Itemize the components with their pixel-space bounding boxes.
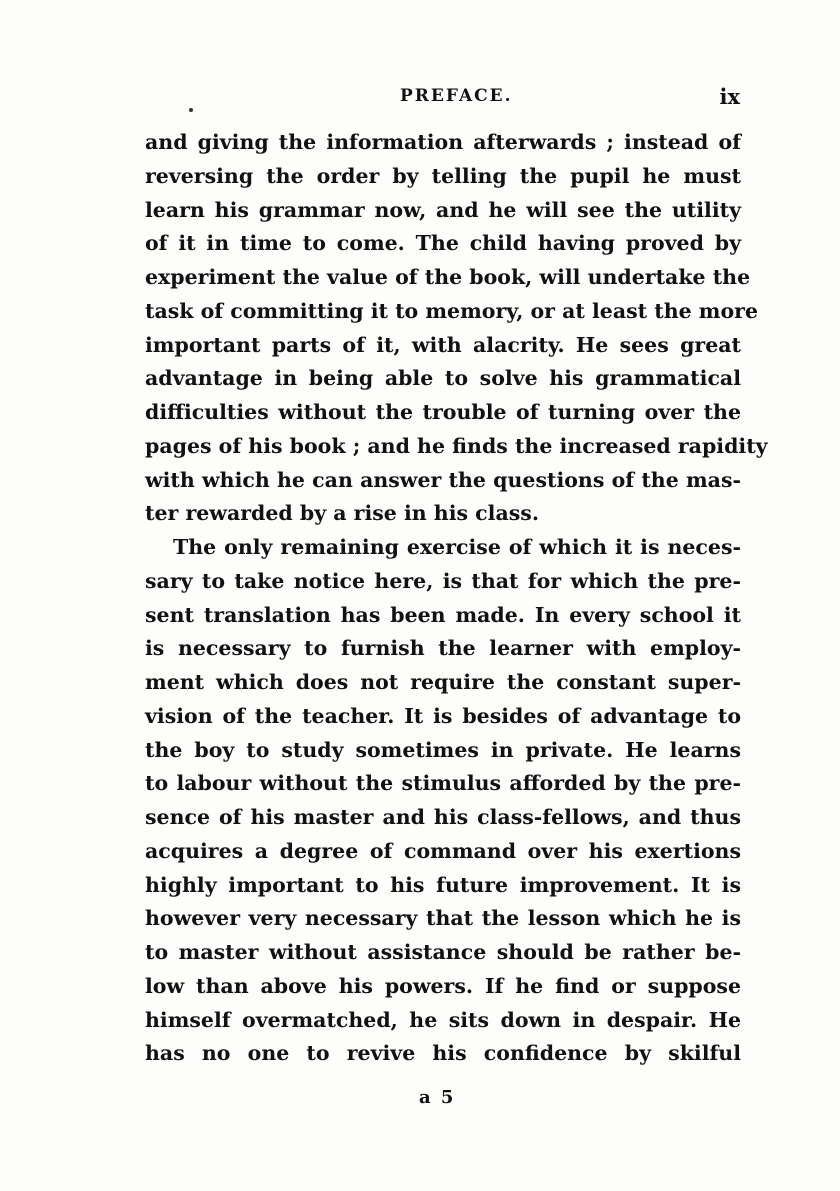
- text-line: himself overmatched, he sits down in despair. He: [145, 1007, 741, 1032]
- text-line: advantage in being able to solve his grammatical: [145, 366, 741, 391]
- text-line: is necessary to furnish the learner with employ-: [145, 636, 741, 661]
- text-line: learn his grammar now, and he will see the utility: [145, 197, 741, 222]
- text-line: has no one to revive his confidence by skilful: [145, 1041, 741, 1066]
- text-line: sary to take notice here, is that for which the pre-: [145, 568, 741, 593]
- text-line: vision of the teacher. It is besides of advantage to: [145, 703, 741, 728]
- ink-speck: [189, 108, 193, 112]
- paragraph-end-line: ter rewarded by a rise in his class.: [145, 501, 539, 526]
- text-line: sence of his master and his class-fellows, and thus: [145, 805, 741, 829]
- signature-mark: a 5: [419, 1087, 456, 1108]
- text-line: highly important to his future improvement. It is: [145, 872, 741, 897]
- text-line: difficulties without the trouble of turning over the: [145, 400, 741, 424]
- text-line: task of committing it to memory, or at least the more: [145, 298, 759, 323]
- paragraph-start-line: The only remaining exercise of which it is neces-: [173, 535, 741, 559]
- text-line: low than above his powers. If he find or suppose: [145, 973, 741, 998]
- text-line: the boy to study sometimes in private. He learns: [145, 737, 741, 762]
- page-number: ix: [719, 84, 740, 109]
- text-line: to master without assistance should be rather be-: [145, 940, 741, 964]
- text-line: to labour without the stimulus afforded by the pre-: [145, 771, 741, 796]
- running-title: PREFACE.: [400, 86, 513, 106]
- text-line: pages of his book ; and he finds the increased rapidity: [145, 433, 768, 458]
- text-line: of it in time to come. The child having proved by: [145, 231, 741, 256]
- body-text: [145, 126, 768, 1071]
- text-line: reversing the order by telling the pupil he must: [145, 163, 741, 188]
- text-line: acquires a degree of command over his exertions: [145, 838, 741, 863]
- page-header: [145, 84, 740, 114]
- text-line: however very necessary that the lesson which he is: [145, 906, 741, 931]
- text-line: with which he can answer the questions of the mas-: [145, 467, 741, 492]
- text-line: ment which does not require the constant super-: [145, 670, 741, 694]
- text-line: experiment the value of the book, will undertake the: [145, 265, 751, 289]
- text-line: important parts of it, with alacrity. He sees great: [145, 332, 741, 357]
- text-line: and giving the information afterwards ; instead of: [145, 130, 741, 154]
- text-line: sent translation has been made. In every school it: [145, 602, 741, 627]
